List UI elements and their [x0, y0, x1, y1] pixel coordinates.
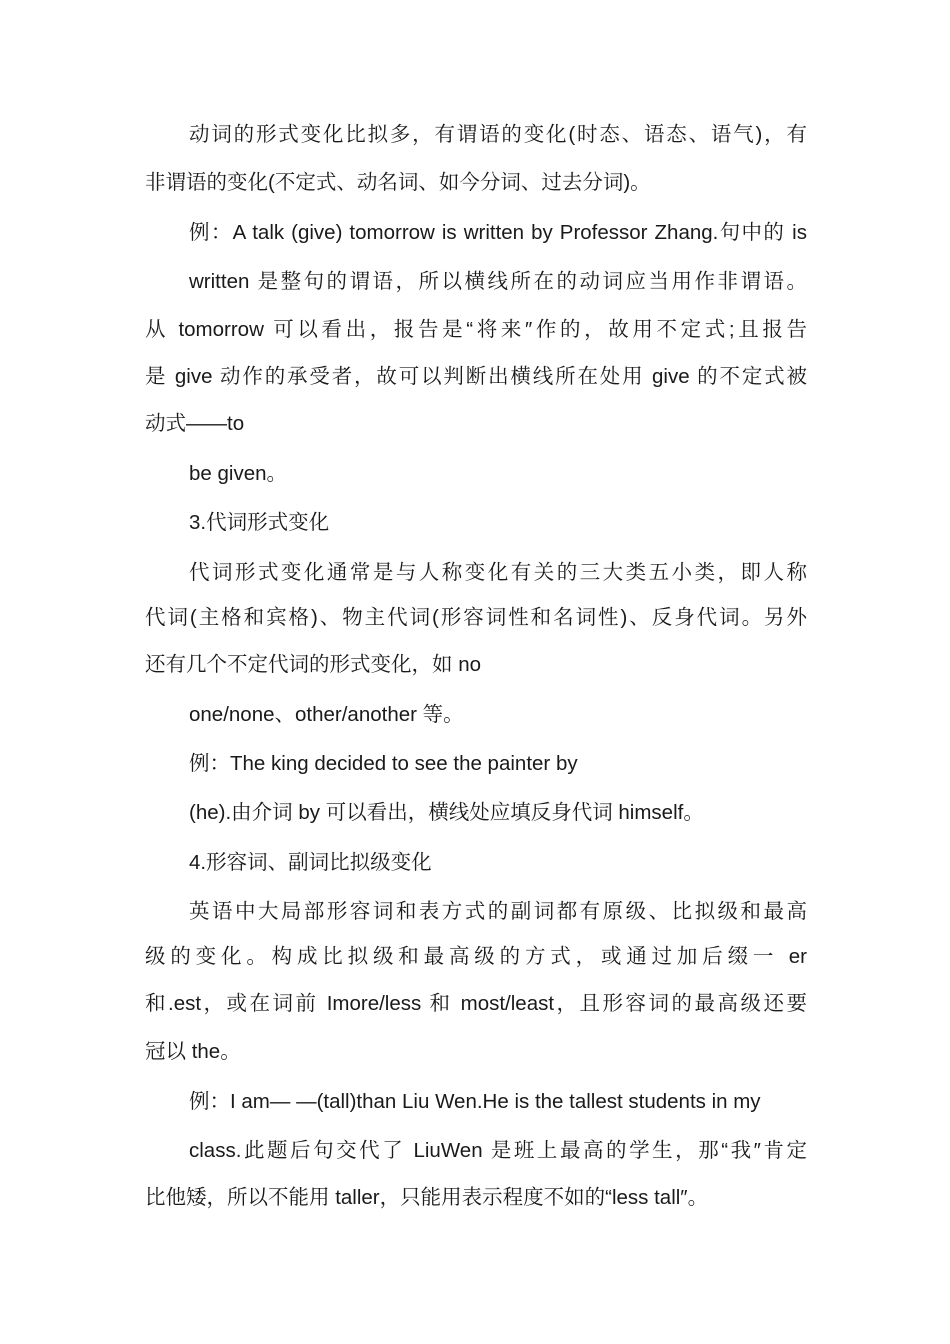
- paragraph-line: 代词形式变化通常是与人称变化有关的三大类五小类，即人称: [189, 561, 807, 584]
- paragraph-line: written 是整句的谓语，所以横线所在的动词应当用作非谓语。: [189, 270, 807, 293]
- paragraph-line: 比他矮，所以不能用 taller，只能用表示程度不如的“less tall″。: [145, 1186, 709, 1209]
- paragraph-line: one/none、other/another 等。: [189, 703, 464, 726]
- paragraph-line: 从 tomorrow 可以看出，报告是“将来″作的，故用不定式;且报告: [145, 318, 807, 341]
- paragraph-line: 非谓语的变化(不定式、动名词、如今分词、过去分词)。: [145, 171, 651, 194]
- paragraph-line: 英语中大局部形容词和表方式的副词都有原级、比拟级和最高: [189, 900, 807, 923]
- paragraph-line: 和.est，或在词前 Imore/less 和 most/least，且形容词的最高级还要: [145, 992, 807, 1015]
- paragraph-line: 例：A talk (give) tomorrow is written by Professor Zhang.句中的 is: [189, 221, 807, 244]
- paragraph-line: 是 give 动作的承受者，故可以判断出横线所在处用 give 的不定式被: [145, 365, 807, 388]
- paragraph-line: 级的变化。构成比拟级和最高级的方式，或通过加后缀一 er: [145, 945, 807, 968]
- paragraph-line: 例：The king decided to see the painter by: [189, 752, 578, 775]
- paragraph-line: 例：I am— —(tall)than Liu Wen.He is the tallest students in my: [189, 1090, 761, 1113]
- section-heading: 4.形容词、副词比拟级变化: [189, 851, 432, 874]
- section-heading: 3.代词形式变化: [189, 511, 330, 534]
- paragraph-line: class.此题后句交代了 LiuWen 是班上最高的学生，那“我″肯定: [189, 1139, 807, 1162]
- paragraph-line: 动词的形式变化比拟多，有谓语的变化(时态、语态、语气)，有: [189, 123, 807, 146]
- paragraph-line: 冠以 the。: [145, 1040, 241, 1063]
- paragraph-line: 动式——to: [145, 412, 245, 435]
- paragraph-line: 还有几个不定代词的形式变化，如 no: [145, 653, 481, 676]
- paragraph-line: 代词(主格和宾格)、物主代词(形容词性和名词性)、反身代词。另外: [145, 606, 807, 629]
- paragraph-line: (he).由介词 by 可以看出，横线处应填反身代词 himself。: [189, 801, 704, 824]
- paragraph-line: be given。: [189, 462, 288, 485]
